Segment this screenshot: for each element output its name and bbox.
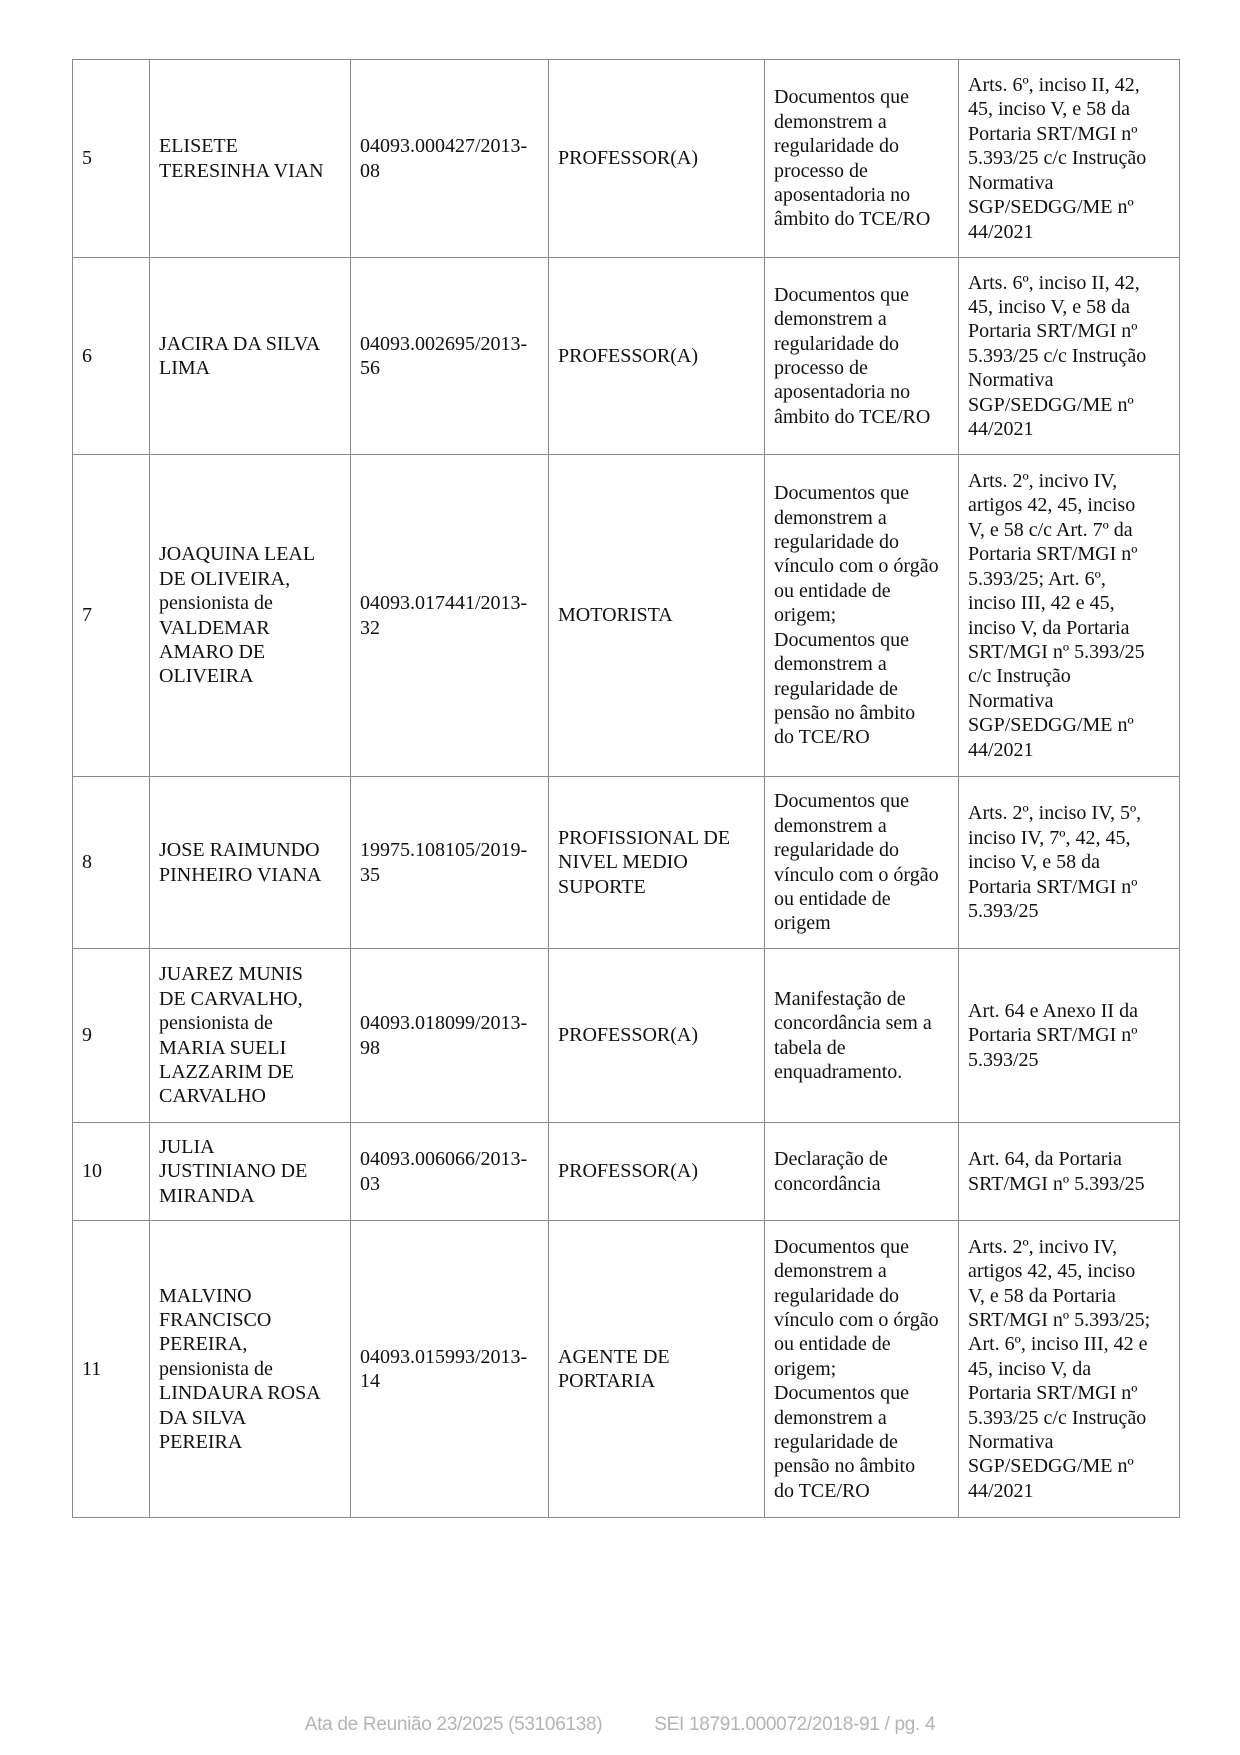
cell-required-documents-line: aposentadoria no [774, 183, 911, 206]
cell-number-text: 6 [82, 344, 92, 367]
cell-legal-basis-line: 5.393/25 [968, 1048, 1039, 1071]
cell-required-documents-line: Documentos que [774, 283, 909, 306]
cell-required-documents-line: processo de [774, 357, 868, 379]
cell-required-documents-line: vínculo com o órgão [774, 555, 939, 578]
cell-process-number [351, 258, 549, 455]
cell-required-documents-line: regularidade do [774, 135, 899, 158]
cell-required-documents-line: âmbito do TCE/RO [774, 208, 931, 231]
cell-required-documents-line: regularidade do [774, 839, 899, 862]
cell-required-documents-line: processo de [774, 159, 868, 182]
cell-process-number-line: 04093.015993/2013- [360, 1345, 528, 1368]
cell-number-text: 7 [82, 604, 92, 627]
table-row [73, 1221, 1180, 1518]
cell-role [549, 777, 765, 949]
cell-role [549, 258, 765, 455]
cell-required-documents-line: âmbito do TCE/RO [774, 405, 931, 428]
cell-legal-basis-line: Arts. 2º, inciso IV, 5º, [968, 802, 1142, 825]
cell-name-line: pensionista de [159, 592, 273, 615]
cell-required-documents [765, 455, 959, 777]
cell-process-number-line: 08 [360, 159, 380, 182]
cell-legal-basis-line: Portaria SRT/MGI nº [968, 1024, 1138, 1047]
cell-required-documents-line: regularidade do [774, 332, 899, 355]
cell-role-line: PROFESSOR(A) [558, 344, 699, 367]
cell-required-documents-line: enquadramento. [774, 1060, 903, 1083]
cell-number-text: 9 [82, 1024, 92, 1047]
cell-required-documents-line: Documentos que [774, 628, 909, 651]
cell-required-documents-line: concordância sem a [774, 1012, 932, 1035]
cell-name [150, 60, 351, 258]
cell-legal-basis-line: Portaria SRT/MGI nº [968, 1382, 1138, 1405]
cell-legal-basis-line: Portaria SRT/MGI nº [968, 875, 1138, 898]
table-row [73, 455, 1180, 777]
cell-legal-basis [959, 777, 1180, 949]
cell-required-documents-line: concordância [774, 1172, 881, 1195]
cell-legal-basis-line: 45, inciso V, e 58 da [968, 98, 1131, 121]
cell-role [549, 1123, 765, 1221]
cell-legal-basis-line: 5.393/25; Art. 6º, [968, 567, 1106, 590]
cell-legal-basis-line: 44/2021 [968, 418, 1034, 441]
cell-required-documents-line: demonstrem a [774, 110, 887, 133]
cell-role [549, 1221, 765, 1518]
cell-role-line: PORTARIA [558, 1370, 656, 1392]
cell-legal-basis-line: 5.393/25 [968, 900, 1039, 923]
cell-number [73, 949, 150, 1123]
cell-number [73, 60, 150, 258]
table-row [73, 949, 1180, 1123]
table-row [73, 60, 1180, 258]
cell-legal-basis-line: SRT/MGI nº 5.393/25 [968, 1172, 1145, 1195]
cell-name-line: JACIRA DA SILVA [159, 332, 321, 355]
cell-process-number-line: 04093.000427/2013- [360, 135, 528, 158]
cell-required-documents-line: regularidade de [774, 1431, 898, 1454]
cell-legal-basis-line: c/c Instrução [968, 665, 1071, 688]
cell-number [73, 1123, 150, 1221]
cell-name-line: PEREIRA [159, 1431, 243, 1454]
cell-required-documents-line: demonstrem a [774, 653, 887, 676]
cell-required-documents-line: Documentos que [774, 482, 909, 505]
cell-required-documents-line: regularidade do [774, 1284, 899, 1307]
cell-process-number-line: 14 [360, 1370, 380, 1392]
cell-legal-basis-line: inciso IV, 7º, 42, 45, [968, 826, 1131, 849]
cell-legal-basis-line: 5.393/25 c/c Instrução [968, 344, 1147, 367]
cell-required-documents-line: regularidade de [774, 677, 898, 700]
cell-role-line: AGENTE DE [558, 1345, 670, 1368]
cell-required-documents-line: origem [774, 912, 831, 935]
cell-legal-basis-line: SGP/SEDGG/ME nº [968, 1455, 1134, 1478]
cell-required-documents-line: demonstrem a [774, 1406, 887, 1429]
cell-legal-basis-line: SGP/SEDGG/ME nº [968, 196, 1134, 219]
cell-name-line: VALDEMAR [159, 616, 270, 639]
cell-legal-basis-line: inciso V, da Portaria [968, 616, 1130, 639]
table-row [73, 258, 1180, 455]
cell-legal-basis-line: Arts. 2º, incivo IV, [968, 470, 1118, 493]
cell-required-documents-line: vínculo com o órgão [774, 863, 939, 886]
cell-required-documents-line: tabela de [774, 1036, 846, 1059]
cell-process-number [351, 1221, 549, 1518]
cell-legal-basis [959, 455, 1180, 777]
cell-process-number-line: 32 [360, 616, 380, 639]
cell-required-documents-line: aposentadoria no [774, 381, 911, 404]
cell-process-number [351, 60, 549, 258]
cell-legal-basis-line: Arts. 2º, incivo IV, [968, 1235, 1118, 1258]
cell-name-line: TERESINHA VIAN [159, 159, 324, 182]
cell-required-documents-line: regularidade do [774, 531, 899, 554]
cell-name-line: PEREIRA, [159, 1333, 248, 1356]
table-row [73, 1123, 1180, 1221]
cell-required-documents [765, 60, 959, 258]
cell-legal-basis-line: Portaria SRT/MGI nº [968, 543, 1138, 566]
cell-legal-basis-line: Art. 64, da Portaria [968, 1148, 1122, 1171]
cell-legal-basis-line: inciso III, 42 e 45, [968, 592, 1115, 615]
cell-process-number-line: 03 [360, 1172, 380, 1195]
cell-role-line: NIVEL MEDIO [558, 851, 688, 874]
cell-legal-basis-line: Portaria SRT/MGI nº [968, 122, 1138, 145]
cell-legal-basis-line: Arts. 6º, inciso II, 42, [968, 74, 1140, 97]
cell-number-text: 10 [82, 1160, 102, 1183]
cell-role [549, 455, 765, 777]
cell-process-number-line: 04093.018099/2013- [360, 1012, 528, 1035]
cell-name [150, 455, 351, 777]
cell-legal-basis-line: Normativa [968, 171, 1054, 194]
cell-role-line: PROFESSOR(A) [558, 1160, 699, 1183]
table-row [73, 777, 1180, 949]
cell-role-line: MOTORISTA [558, 604, 673, 627]
cell-required-documents [765, 1221, 959, 1518]
cell-name-line: LIMA [159, 357, 211, 379]
cell-process-number-line: 98 [360, 1036, 380, 1059]
cell-legal-basis [959, 949, 1180, 1123]
cell-number [73, 455, 150, 777]
cell-required-documents [765, 949, 959, 1123]
cell-required-documents [765, 1123, 959, 1221]
cell-legal-basis-line: SGP/SEDGG/ME nº [968, 393, 1134, 416]
cell-name-line: MALVINO [159, 1284, 252, 1307]
cell-name [150, 949, 351, 1123]
cell-role-line: PROFESSOR(A) [558, 147, 699, 170]
cell-name-line: AMARO DE [159, 640, 266, 663]
cell-legal-basis-line: Art. 64 e Anexo II da [968, 999, 1138, 1022]
cell-role [549, 949, 765, 1123]
cell-legal-basis-line: Art. 6º, inciso III, 42 e [968, 1333, 1148, 1356]
cell-process-number [351, 777, 549, 949]
cell-required-documents-line: pensão no âmbito [774, 1455, 916, 1478]
cell-required-documents-line: ou entidade de [774, 887, 891, 910]
cell-name [150, 1123, 351, 1221]
cell-number-text: 8 [82, 851, 92, 874]
cell-legal-basis-line: Normativa [968, 369, 1054, 392]
cell-name-line: JUAREZ MUNIS [159, 963, 303, 986]
cell-required-documents-line: origem; [774, 604, 837, 627]
cell-legal-basis-line: artigos 42, 45, inciso [968, 494, 1136, 517]
cell-process-number-line: 56 [360, 357, 380, 379]
cell-name [150, 777, 351, 949]
cell-role-line: SUPORTE [558, 875, 646, 898]
cell-legal-basis-line: inciso V, e 58 da [968, 851, 1101, 874]
cell-legal-basis-line: V, e 58 da Portaria [968, 1284, 1116, 1307]
cell-required-documents-line: do TCE/RO [774, 726, 870, 749]
cell-legal-basis-line: Normativa [968, 1431, 1054, 1454]
cell-name-line: PINHEIRO VIANA [159, 863, 322, 886]
cell-required-documents-line: origem; [774, 1357, 837, 1380]
cell-legal-basis-line: artigos 42, 45, inciso [968, 1260, 1136, 1283]
cell-required-documents [765, 777, 959, 949]
cell-name-line: LINDAURA ROSA [159, 1382, 321, 1405]
cell-name-line: MARIA SUELI [159, 1036, 287, 1059]
cell-legal-basis-line: Arts. 6º, inciso II, 42, [968, 271, 1140, 294]
cell-required-documents-line: ou entidade de [774, 1333, 891, 1356]
cell-required-documents-line: vínculo com o órgão [774, 1308, 939, 1331]
cell-name-line: JUSTINIANO DE [159, 1160, 308, 1183]
cell-legal-basis-line: 5.393/25 c/c Instrução [968, 147, 1147, 170]
cell-required-documents-line: ou entidade de [774, 579, 891, 602]
cell-number [73, 777, 150, 949]
cell-name-line: FRANCISCO [159, 1308, 272, 1331]
cell-required-documents-line: Documentos que [774, 1235, 909, 1258]
cell-process-number-line: 35 [360, 863, 380, 886]
cell-number [73, 258, 150, 455]
cell-required-documents-line: demonstrem a [774, 506, 887, 529]
cell-legal-basis-line: Normativa [968, 689, 1054, 712]
cell-name-line: JOSE RAIMUNDO [159, 839, 320, 862]
cell-name-line: DE OLIVEIRA, [159, 567, 291, 590]
cell-name-line: CARVALHO [159, 1085, 266, 1108]
cell-name-line: JOAQUINA LEAL [159, 543, 316, 566]
cell-legal-basis-line: 45, inciso V, e 58 da [968, 295, 1131, 318]
cell-legal-basis-line: 44/2021 [968, 220, 1034, 243]
cell-legal-basis [959, 1221, 1180, 1518]
cell-legal-basis-line: SGP/SEDGG/ME nº [968, 714, 1134, 737]
cell-process-number [351, 949, 549, 1123]
cell-process-number [351, 1123, 549, 1221]
cell-legal-basis-line: Portaria SRT/MGI nº [968, 320, 1138, 343]
cell-legal-basis-line: V, e 58 c/c Art. 7º da [968, 518, 1133, 541]
cell-process-number-line: 04093.002695/2013- [360, 332, 528, 355]
cell-number [73, 1221, 150, 1518]
cell-name-line: ELISETE [159, 135, 238, 158]
cell-required-documents-line: demonstrem a [774, 1260, 887, 1283]
cell-required-documents-line: Documentos que [774, 86, 909, 109]
cell-name-line: pensionista de [159, 1012, 273, 1035]
cell-legal-basis-line: 45, inciso V, da [968, 1357, 1092, 1380]
cell-legal-basis-line: 44/2021 [968, 738, 1034, 761]
cell-required-documents-line: Manifestação de [774, 987, 906, 1010]
cell-name-line: JULIA [159, 1135, 215, 1158]
cell-legal-basis-line: 44/2021 [968, 1479, 1034, 1502]
cell-number-text: 5 [82, 147, 92, 170]
cell-name-line: DA SILVA [159, 1406, 247, 1429]
cell-required-documents-line: demonstrem a [774, 814, 887, 837]
cell-name-line: MIRANDA [159, 1184, 255, 1207]
cell-required-documents-line: Declaração de [774, 1148, 888, 1171]
cell-required-documents [765, 258, 959, 455]
cell-legal-basis [959, 1123, 1180, 1221]
beneficiaries-table [72, 59, 1180, 1518]
cell-name [150, 1221, 351, 1518]
footer-document-ref: Ata de Reunião 23/2025 (53106138) [304, 1714, 603, 1735]
cell-legal-basis-line: SRT/MGI nº 5.393/25; [968, 1308, 1151, 1331]
cell-role-line: PROFESSOR(A) [558, 1024, 699, 1047]
footer-sei-ref: SEI 18791.000072/2018-91 / pg. 4 [654, 1714, 936, 1735]
cell-name-line: LAZZARIM DE [159, 1060, 294, 1083]
cell-name [150, 258, 351, 455]
cell-legal-basis [959, 60, 1180, 258]
cell-required-documents-line: demonstrem a [774, 308, 887, 331]
cell-name-line: OLIVEIRA [159, 665, 254, 688]
cell-legal-basis-line: SRT/MGI nº 5.393/25 [968, 640, 1145, 663]
cell-legal-basis [959, 258, 1180, 455]
cell-legal-basis-line: 5.393/25 c/c Instrução [968, 1406, 1147, 1429]
cell-required-documents-line: Documentos que [774, 790, 909, 813]
cell-process-number-line: 04093.017441/2013- [360, 592, 528, 615]
cell-name-line: DE CARVALHO, [159, 987, 303, 1010]
cell-number-text: 11 [82, 1357, 102, 1380]
cell-required-documents-line: Documentos que [774, 1382, 909, 1405]
cell-process-number-line: 04093.006066/2013- [360, 1148, 528, 1171]
cell-required-documents-line: do TCE/RO [774, 1479, 870, 1502]
cell-required-documents-line: pensão no âmbito [774, 701, 916, 724]
cell-process-number [351, 455, 549, 777]
cell-name-line: pensionista de [159, 1357, 273, 1380]
cell-role-line: PROFISSIONAL DE [558, 826, 731, 849]
page-footer [0, 1714, 1240, 1736]
cell-role [549, 60, 765, 258]
cell-process-number-line: 19975.108105/2019- [360, 839, 528, 862]
